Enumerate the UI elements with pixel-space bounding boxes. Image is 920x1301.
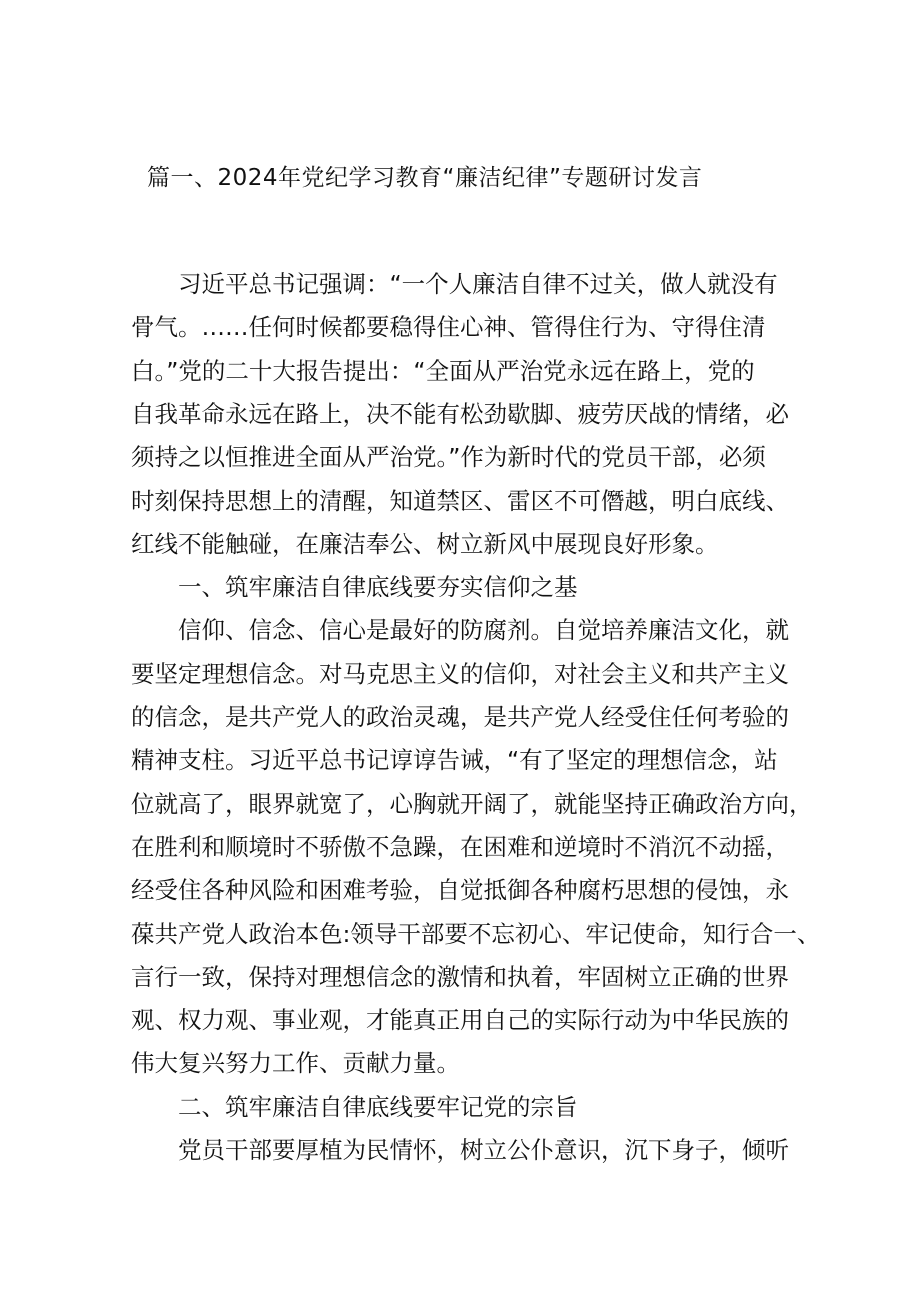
- body-line: 经受住各种风险和困难考验，自觉抵御各种腐朽思想的侵蚀，永: [131, 876, 789, 905]
- body-line: 一、筑牢廉洁自律底线要夯实信仰之基: [131, 573, 578, 602]
- body-line: 白。”党的二十大报告提出：“全面从严治党永远在路上，党的: [131, 356, 755, 385]
- body-line: 精神支柱。习近平总书记谆谆告诫，“有了坚定的理想信念，站: [131, 746, 778, 775]
- body-line: 伟大复兴努力工作、贡献力量。: [131, 1049, 460, 1078]
- body-line: 须持之以恒推进全面从严治党。”作为新时代的党员干部，必须: [131, 443, 766, 472]
- document-title: 篇一、2024年党纪学习教育“廉洁纪律”专题研讨发言: [147, 165, 703, 191]
- body-line: 红线不能触碰，在廉洁奉公、树立新风中展现良好形象。: [131, 529, 719, 558]
- body-line: 位就高了，眼界就宽了，心胸就开阔了，就能坚持正确政治方向，: [131, 789, 813, 818]
- body-line: 要坚定理想信念。对马克思主义的信仰，对社会主义和共产主义: [131, 659, 789, 688]
- body-line: 骨气。……任何时候都要稳得住心神、管得住行为、守得住清: [131, 313, 766, 342]
- body-line: 党员干部要厚植为民情怀，树立公仆意识，沉下身子，倾听: [131, 1136, 789, 1164]
- body-line: 习近平总书记强调：“一个人廉洁自律不过关，做人就没有: [131, 270, 778, 298]
- body-line: 信仰、信念、信心是最好的防腐剂。自觉培养廉洁文化，就: [131, 616, 789, 645]
- body-line: 的信念，是共产党人的政治灵魂，是共产党人经受住任何考验的: [131, 703, 789, 731]
- body-line: 自我革命永远在路上，决不能有松劲歇脚、疲劳厌战的情绪，必: [131, 399, 789, 428]
- body-line: 在胜利和顺境时不骄傲不急躁，在困难和逆境时不消沉不动摇，: [131, 832, 789, 861]
- body-line: 言行一致，保持对理想信念的激情和执着，牢固树立正确的世界: [131, 962, 789, 991]
- body-line: 观、权力观、事业观，才能真正用自己的实际行动为中华民族的: [131, 1006, 789, 1035]
- body-line: 时刻保持思想上的清醒，知道禁区、雷区不可僭越，明白底线、: [131, 486, 789, 515]
- body-line: 葆共产党人政治本色:领导干部要不忘初心、牢记使命，知行合一、: [131, 919, 821, 948]
- body-line: 二、筑牢廉洁自律底线要牢记党的宗旨: [131, 1092, 578, 1121]
